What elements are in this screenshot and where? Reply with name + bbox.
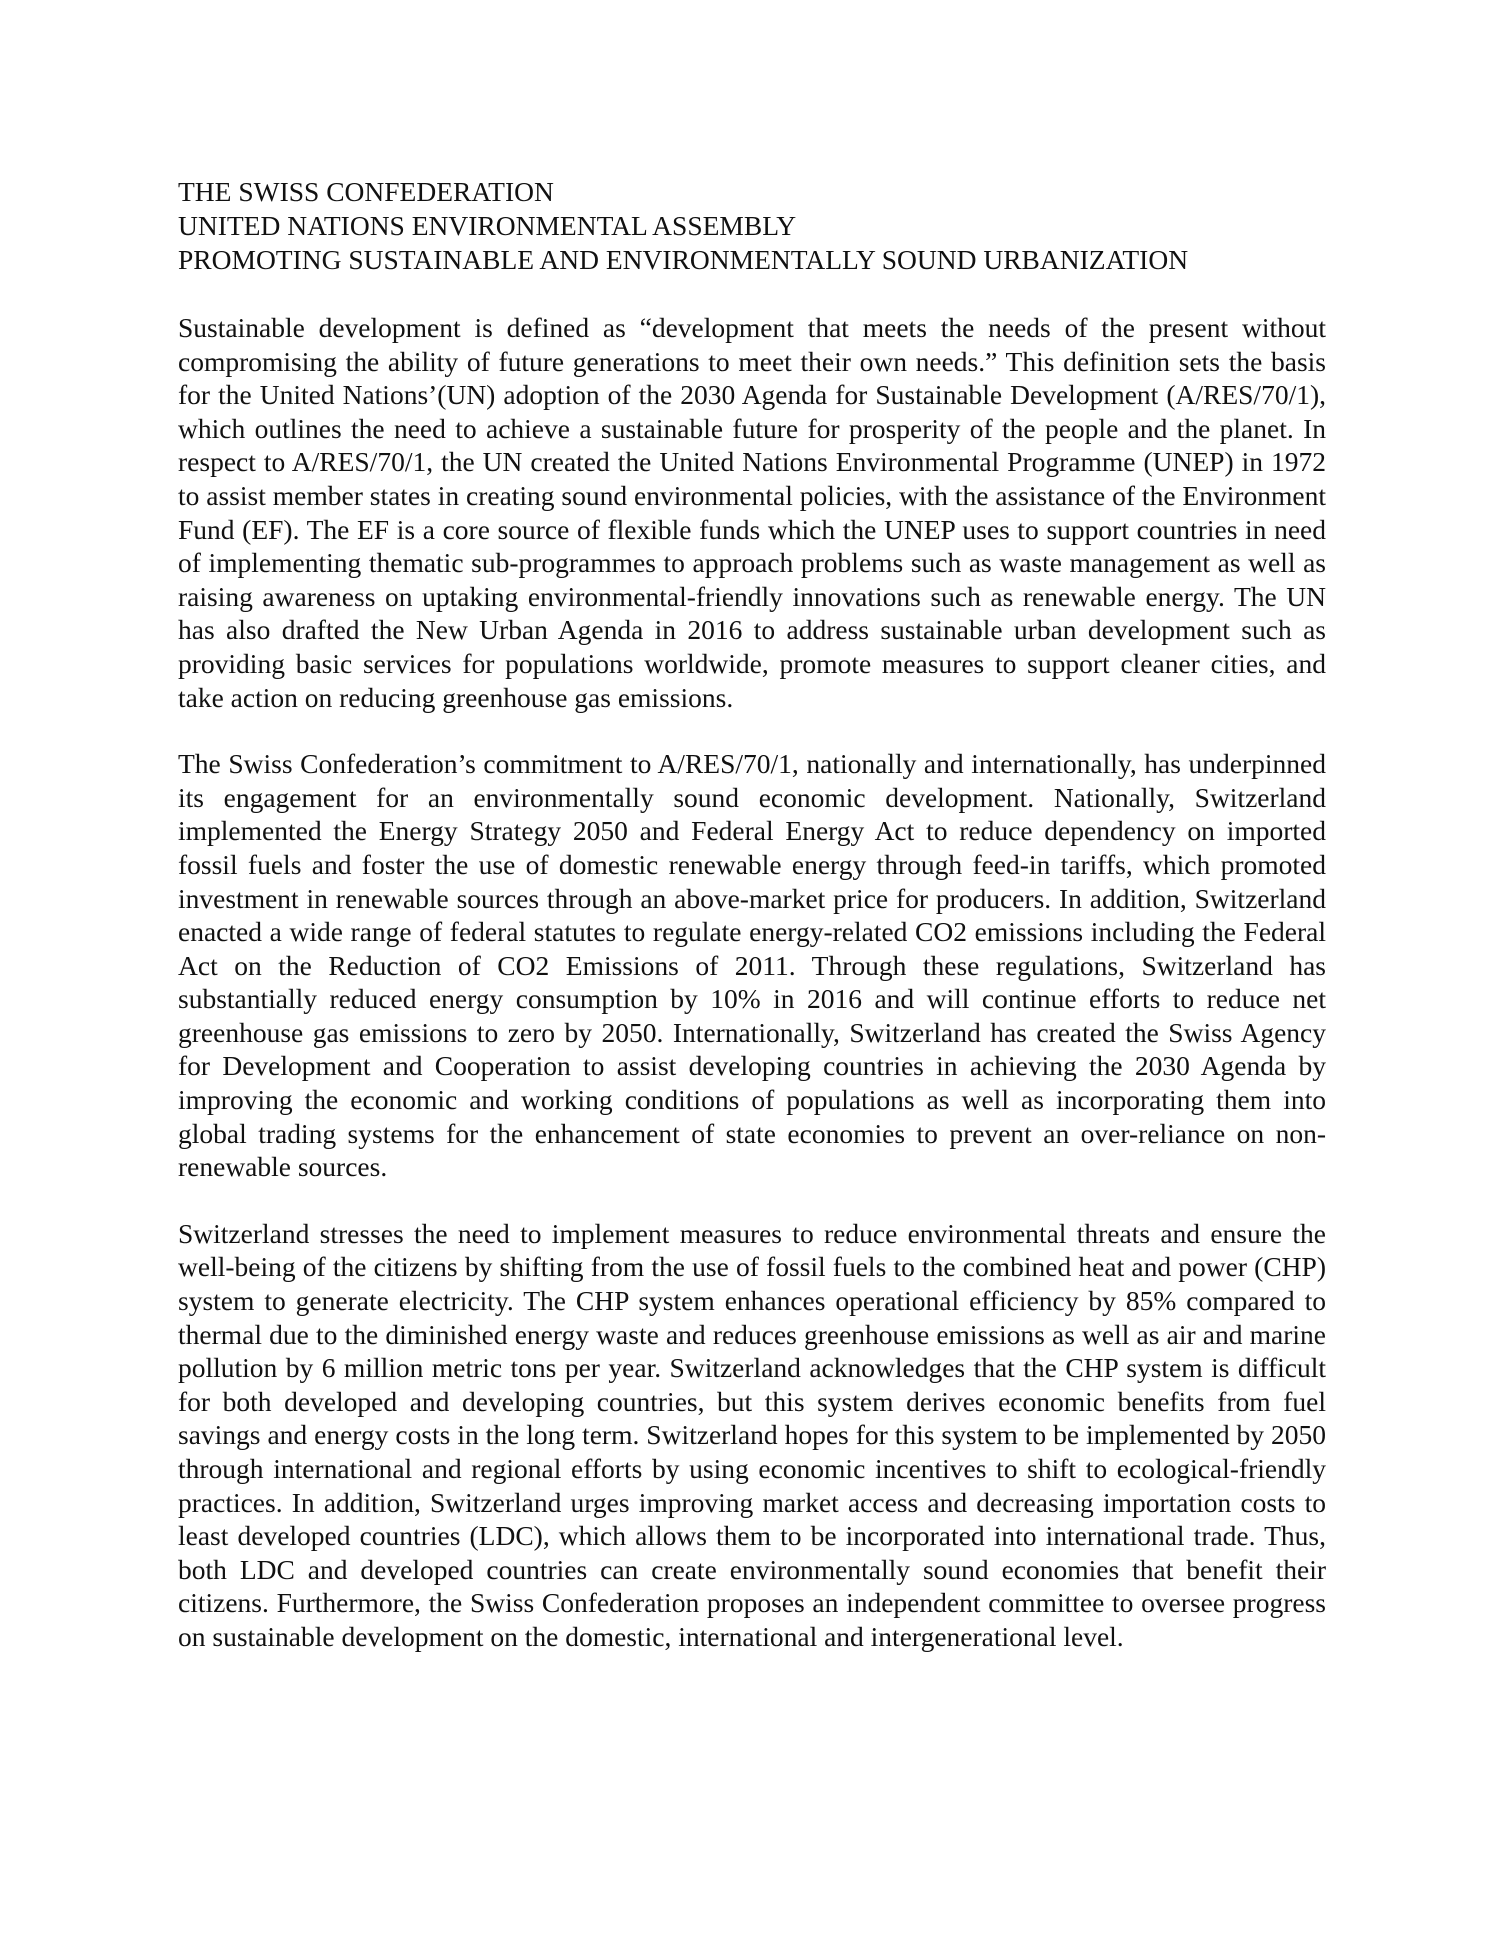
document-heading [178,175,1326,277]
paragraph-swiss-proposals: Switzerland stresses the need to implement measures to reduce environmental threats and ensure the well-being of the citizens by shifting from the use of fossil fuels to the combined heat and power (CHP) system to generate electricity. The CHP system enhances operational efficiency by 85% compared to thermal due to the diminished energy waste and reduces greenhouse emissions as well as air and marine pollution by 6 million metric tons per year. Switzerland acknowledges that the CHP system is difficult for both developed and developing countries, but this system derives economic benefits from fuel savings and energy costs in the long term. Switzerland hopes for this system to be implemented by 2050 through international and regional efforts by using economic incentives to shift to ecological-friendly practices. In addition, Switzerland urges improving market access and decreasing importation costs to least developed countries (LDC), which allows them to be incorporated into international trade. Thus, both LDC and developed countries can create environmentally sound economies that benefit their citizens. Furthermore, the Swiss Confederation proposes an independent committee to oversee progress on sustainable development on the domestic, international and intergenerational level. [178,1217,1326,1652]
document-page [178,175,1326,1654]
heading-topic: PROMOTING SUSTAINABLE AND ENVIRONMENTALLY SOUND URBANIZATION [178,244,1189,275]
heading-country: THE SWISS CONFEDERATION [178,176,554,207]
heading-committee: UNITED NATIONS ENVIRONMENTAL ASSEMBLY [178,210,797,241]
paragraph-sustainable-development: Sustainable development is defined as “development that meets the needs of the present without compromising the ability of future generations to meet their own needs.” This definition sets the basis for the United Nations’(UN) adoption of the 2030 Agenda for Sustainable Development (A/RES/70/1), which outlines the need to achieve a sustainable future for prosperity of the people and the planet. In respect to A/RES/70/1, the UN created the United Nations Environmental Programme (UNEP) in 1972 to assist member states in creating sound environmental policies, with the assistance of the Environment Fund (EF). The EF is a core source of flexible funds which the UNEP uses to support countries in need of implementing thematic sub-programmes to approach problems such as waste management as well as raising awareness on uptaking environmental-friendly innovations such as renewable energy. The UN has also drafted the New Urban Agenda in 2016 to address sustainable urban development such as providing basic services for populations worldwide, promote measures to support cleaner cities, and take action on reducing greenhouse gas emissions. [178,312,1326,713]
paragraph-swiss-commitment: The Swiss Confederation’s commitment to A/RES/70/1, nationally and internationally, has underpinned its engagement for an environmentally sound economic development. Nationally, Switzerland implemented the Energy Strategy 2050 and Federal Energy Act to reduce dependency on imported fossil fuels and foster the use of domestic renewable energy through feed-in tariffs, which promoted investment in renewable sources through an above-market price for producers. In addition, Switzerland enacted a wide range of federal statutes to regulate energy-related CO2 emissions including the Federal Act on the Reduction of CO2 Emissions of 2011. Through these regulations, Switzerland has substantially reduced energy consumption by 10% in 2016 and will continue efforts to reduce net greenhouse gas emissions to zero by 2050. Internationally, Switzerland has created the Swiss Agency for Development and Cooperation to assist developing countries in achieving the 2030 Agenda by improving the economic and working conditions of populations as well as incorporating them into global trading systems for the enhancement of state economies to prevent an over-reliance on non-renewable sources. [178,748,1326,1183]
